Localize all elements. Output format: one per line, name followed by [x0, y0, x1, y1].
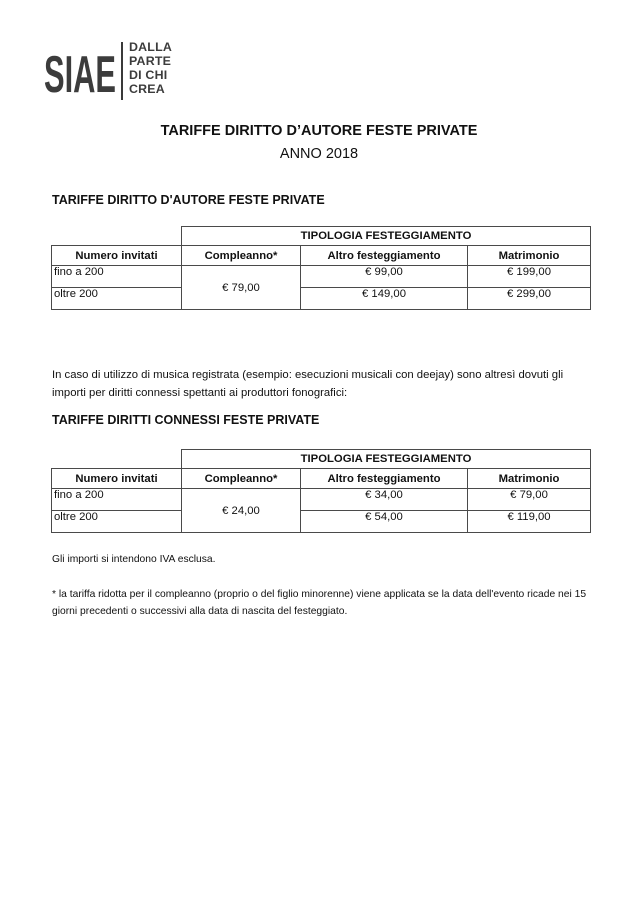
section1-heading: TARIFFE DIRITTO D'AUTORE FESTE PRIVATE: [52, 193, 325, 207]
logo-tagline-line: PARTE: [129, 54, 172, 68]
column-header: Numero invitati: [52, 469, 182, 489]
section2-heading: TARIFFE DIRITTI CONNESSI FESTE PRIVATE: [52, 413, 320, 427]
table-row: [52, 288, 591, 310]
logo-tagline: [129, 40, 172, 96]
column-header: Compleanno*: [182, 246, 301, 266]
siae-brand-text: SIAE: [44, 46, 116, 100]
invitati-cell: fino a 200: [52, 266, 182, 288]
altro-cell: € 99,00: [301, 266, 468, 288]
vat-note: Gli importi si intendono IVA esclusa.: [52, 554, 216, 565]
matrimonio-cell: € 119,00: [468, 511, 591, 533]
column-header: Numero invitati: [52, 246, 182, 266]
table-spacer: [52, 227, 182, 246]
compleanno-cell: € 79,00: [182, 266, 301, 310]
column-header: Altro festeggiamento: [301, 469, 468, 489]
invitati-cell: oltre 200: [52, 288, 182, 310]
column-header: Altro festeggiamento: [301, 246, 468, 266]
table-row: [52, 511, 591, 533]
matrimonio-cell: € 79,00: [468, 489, 591, 511]
matrimonio-cell: € 299,00: [468, 288, 591, 310]
column-header: Matrimonio: [468, 469, 591, 489]
invitati-cell: fino a 200: [52, 489, 182, 511]
compleanno-cell: € 24,00: [182, 489, 301, 533]
logo-divider: [121, 42, 123, 100]
column-header: Matrimonio: [468, 246, 591, 266]
siae-wordmark-icon: [44, 44, 116, 100]
altro-cell: € 34,00: [301, 489, 468, 511]
logo-tagline-line: DI CHI: [129, 68, 168, 82]
table-row: [52, 266, 591, 288]
table-spacer: [52, 450, 182, 469]
logo-tagline-line: DALLA: [129, 40, 172, 54]
group-header: TIPOLOGIA FESTEGGIAMENTO: [182, 227, 591, 246]
invitati-cell: oltre 200: [52, 511, 182, 533]
table-row: [52, 489, 591, 511]
altro-cell: € 149,00: [301, 288, 468, 310]
intro-paragraph: In caso di utilizzo di musica registrata (esempio: esecuzioni musicali con deejay) sono altresì dovuti gli importi per diritti connessi spettanti ai produttori fonografici:: [52, 369, 564, 399]
related-rights-table: [51, 449, 591, 533]
column-header: Compleanno*: [182, 469, 301, 489]
altro-cell: € 54,00: [301, 511, 468, 533]
matrimonio-cell: € 199,00: [468, 266, 591, 288]
author-rights-table: [51, 226, 591, 310]
document-year: ANNO 2018: [279, 146, 359, 162]
logo-tagline-line: CREA: [129, 82, 165, 96]
birthday-footnote: * la tariffa ridotta per il compleanno (proprio o del figlio minorenne) viene applicata se la data dell'evento ricade nei 15 giorni precedenti o successivi alla data di nascita del festeggiato.: [52, 589, 587, 617]
document-title: TARIFFE DIRITTO D’AUTORE FESTE PRIVATE: [160, 123, 478, 139]
group-header: TIPOLOGIA FESTEGGIAMENTO: [182, 450, 591, 469]
